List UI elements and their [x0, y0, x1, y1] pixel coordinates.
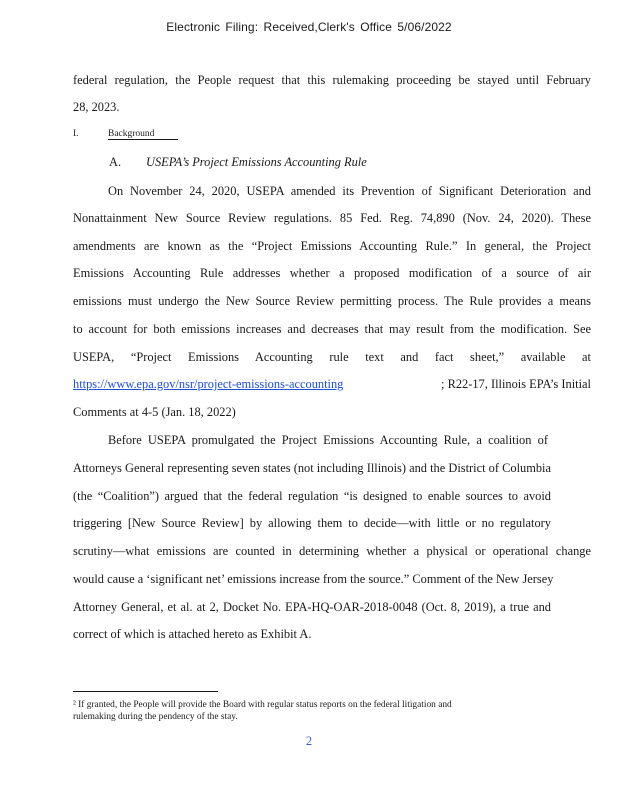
page-number: 2 [305, 734, 313, 748]
para2-line-3: (the “Coalition”) argued that the federal regulation “is designed to enable sources to avoid [73, 489, 551, 503]
para2-line-1: Before USEPA promulgated the Project Emissions Accounting Rule, a coalition of [108, 433, 548, 447]
para1-line-4: Emissions Accounting Rule addresses whether a proposed modification of a source of air [73, 266, 591, 280]
para2-last-line: correct of which is attached hereto as Exhibit A. [73, 627, 312, 641]
para2-line-4: triggering [New Source Review] by allowing them to decide—with little or no regulatory [73, 516, 551, 530]
filing-header: Electronic Filing: Received,Clerk's Office 5/06/2022 [166, 20, 452, 34]
para1-line-6: to account for both emissions increases and decreases that may result from the modification. See [73, 322, 591, 336]
para1-line-7: USEPA, “Project Emissions Accounting rule text and fact sheet,” available at [73, 350, 591, 364]
para1-last-line: Comments at 4-5 (Jan. 18, 2022) [73, 405, 236, 419]
para1-line-3: amendments are known as the “Project Emissions Accounting Rule.” In general, the Project [73, 239, 591, 253]
para1-line-5: emissions must undergo the New Source Review permitting process. The Rule provides a means [73, 294, 591, 308]
subsection-letter: A. [109, 155, 122, 169]
para2-line-6: would cause a ‘significant net’ emissions increase from the source.” Comment of the New Jersey [73, 572, 554, 586]
section-title: Background [108, 129, 178, 140]
section-number: I. [73, 129, 79, 139]
footnote-line-1: ² If granted, the People will provide the Board with regular status reports on the federal litigation and [73, 700, 452, 710]
para1-line-2: Nonattainment New Source Review regulations. 85 Fed. Reg. 74,890 (Nov. 24, 2020). These [73, 211, 591, 225]
footnote-divider [73, 691, 218, 692]
para2-line-2: Attorneys General representing seven states (not including Illinois) and the District of Columbia [73, 461, 551, 475]
para2-line-5: scrutiny—what emissions are counted in determining whether a physical or operational change [73, 544, 591, 558]
para2-line-7: Attorney General, et al. at 2, Docket No. EPA-HQ-OAR-2018-0048 (Oct. 8, 2019), a true and [73, 600, 551, 614]
subsection-title: USEPA’s Project Emissions Accounting Rule [146, 155, 367, 169]
para1-line-1: On November 24, 2020, USEPA amended its Prevention of Significant Deterioration and [108, 184, 591, 198]
intro-line-1: federal regulation, the People request that this rulemaking proceeding be stayed until February [73, 73, 591, 87]
para1-citation: ; R22-17, Illinois EPA’s Initial [441, 377, 591, 391]
footnote-line-2: rulemaking during the pendency of the stay. [73, 712, 238, 722]
intro-line-2: 28, 2023. [73, 100, 120, 114]
epa-fact-sheet-link[interactable]: https://www.epa.gov/nsr/project-emissions-accounting [73, 377, 344, 391]
para1-line-8 [73, 377, 591, 392]
